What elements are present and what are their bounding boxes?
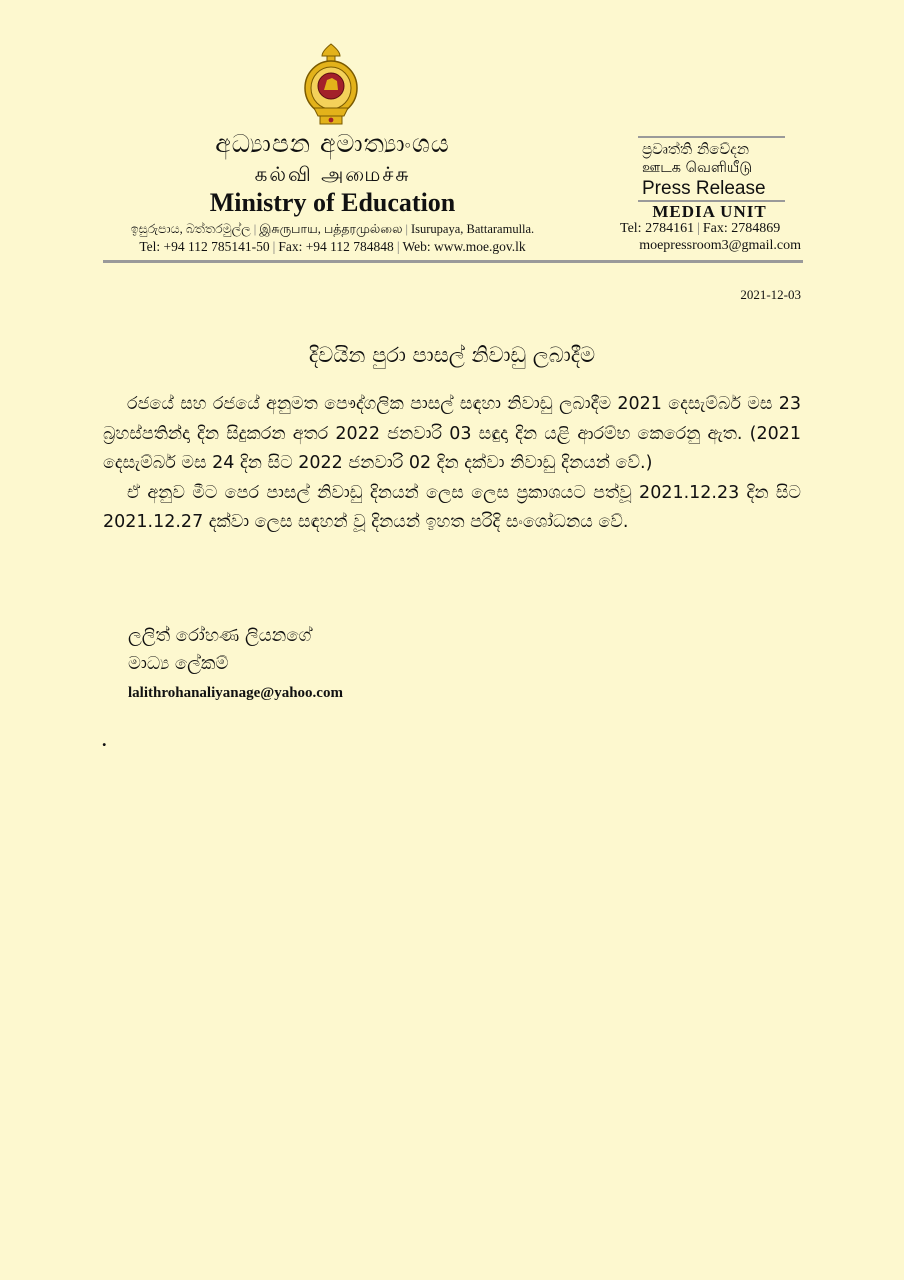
release-body: [103, 390, 801, 538]
signature-block: [128, 622, 343, 708]
ministry-address: ඉසුරුපාය, බත්තරමුල්ල | இசுருபாய, பத்தரமுல்லை | Isurupaya, Battaramulla.: [130, 222, 535, 236]
ministry-web: Web: www.moe.gov.lk: [402, 239, 526, 254]
ministry-name-sinhala: අධ්‍යාපන අමාත්‍යාංශය: [215, 129, 450, 158]
footer-mark: .: [102, 730, 107, 750]
signatory-email: lalithrohanaliyanage@yahoo.com: [128, 685, 343, 701]
ministry-contact: Tel: +94 112 785141-50 | Fax: +94 112 784848 | Web: www.moe.gov.lk: [139, 239, 526, 254]
release-date: 2021-12-03: [740, 287, 801, 302]
media-unit-label: MEDIA UNIT: [652, 202, 767, 221]
body-paragraph: රජයේ සහ රජයේ අනුමත පෞද්ගලික පාසල් සඳහා නිවාඩු ලබාදීම 2021 දෙසැම්බර් මස 23 බ්‍රහස්පතින්දා දින සිදුකරන අතර 2022 ජනවාරි 03 සඳුදා දින යළි ආරම්භ කෙරෙනු ඇත. (2021 දෙසැම්බර් මස 24 දින සිට 2022 ජනවාරි 02 දින දක්වා නිවාඩු දිනයන් වේ.): [103, 394, 801, 473]
press-label-sinhala: ප්‍රවෘත්ති නිවේදන: [642, 140, 750, 158]
ministry-tel: Tel: +94 112 785141-50: [139, 239, 270, 254]
press-label-tamil: ஊடக வெளியீடு: [642, 160, 753, 176]
address-sinhala: ඉසුරුපාය, බත්තරමුල්ල: [130, 222, 251, 236]
body-paragraph: ඒ අනුව මීට පෙර පාසල් නිවාඩු දිනයන් ලෙස ලෙස ප්‍රකාශයට පත්වූ 2021.12.23 දින සිට 2021.12.27 දක්වා ලෙස සඳහන් වූ දිනයන් ඉහත පරිදි සංශෝධනය වේ.: [103, 482, 801, 532]
press-label-english: Press Release: [642, 178, 766, 199]
ministry-name-tamil: கல்வி அமைச்சு: [254, 162, 411, 186]
release-title: දිවයින පුරා පාසල් නිවාඩු ලබාදීම: [308, 343, 596, 367]
press-tel: Tel: 2784161: [620, 221, 695, 236]
sri-lanka-emblem-icon: [300, 42, 362, 128]
press-fax: Fax: 2784869: [702, 221, 781, 236]
press-contact: Tel: 2784161 | Fax: 2784869: [620, 221, 781, 236]
press-release-box: [620, 136, 805, 254]
address-tamil: இசுருபாய, பத்தரமுல்லை: [259, 222, 403, 236]
address-english: Isurupaya, Battaramulla.: [410, 222, 535, 236]
press-email: moepressroom3@gmail.com: [639, 238, 801, 253]
signatory-position: මාධ්‍ය ලේකම්: [128, 653, 229, 674]
header-divider: [103, 260, 803, 263]
ministry-header: [100, 128, 565, 256]
press-top-rule: [638, 136, 785, 138]
ministry-fax: Fax: +94 112 784848: [278, 239, 394, 254]
ministry-name-english: Ministry of Education: [209, 188, 456, 217]
signatory-name: ලලිත් රෝහණ ලියනගේ: [128, 625, 312, 646]
